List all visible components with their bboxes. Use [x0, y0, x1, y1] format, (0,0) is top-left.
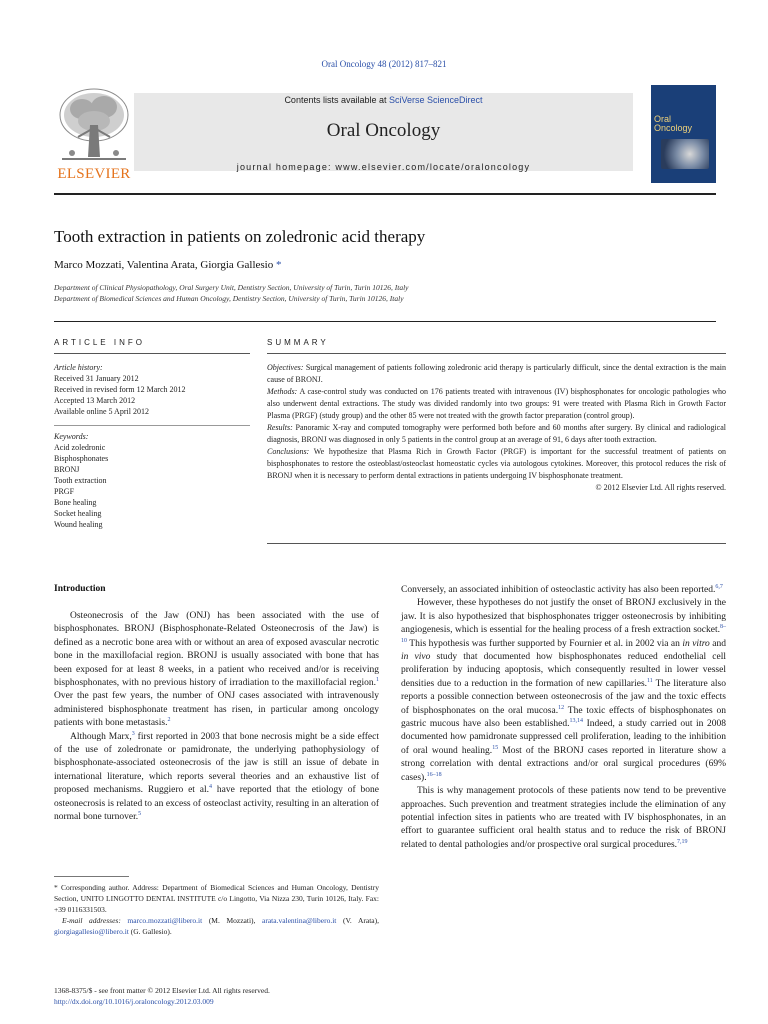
citation-link[interactable]: 12: [558, 704, 565, 711]
history-item: Received in revised form 12 March 2012: [54, 385, 186, 394]
history-label: Article history:: [54, 363, 103, 372]
summary-bottom-rule: [267, 543, 726, 544]
affiliation-1: Department of Clinical Physiopathology, Oral Surgery Unit, Dentistry Section, University of Turin, Turin 10126, Italy: [54, 283, 409, 292]
introduction-heading: Introduction: [54, 584, 106, 594]
header-rule: [54, 321, 716, 322]
publisher-name: ELSEVIER: [57, 166, 131, 182]
intro-paragraph: Osteonecrosis of the Jaw (ONJ) has been associated with the use of bisphosphonates. BRONJ (Bisphosphonate-Related Osteonecrosis of the Jaw) is defined as a necrotic bone area with or without an area of exposed avascular necrotic bone in the maxillofacial region. BRONJ is usually associated with bone that has been exposed for at least 8 weeks, in a patient who received and/or is receiving bisphosphonates, with no previous history of irradiation to the maxillofacial region.$^1$ Over the past few years, the number of ONJ cases associated with intravenously administered bisphosphonate treatment has risen, in particular among oncology patients with bone metastasis.$^2$: [54, 611, 379, 729]
sciencedirect-link[interactable]: SciVerse ScienceDirect: [389, 95, 483, 105]
citation-link[interactable]: 16–18: [426, 771, 442, 778]
keywords-label: Keywords:: [54, 432, 89, 441]
conclusions-paragraph: Conclusions: We hypothesize that Plasma Rich in Growth Factor (PRGF) is important for the successful treatment of patients on bisphosphonates to restore the osteoblast/osteoclast homeostatic cycles via autologous cytokines. Moreover, this protocol reduces the risk of BRONJ when it is necessary to perform dental extractions in patients undergoing IV bisphosphonate treatment.: [267, 447, 726, 480]
citation-link[interactable]: 13,14: [569, 717, 584, 724]
citation-link[interactable]: 4: [209, 784, 213, 791]
masthead-rule: [54, 193, 716, 195]
article-title: Tooth extraction in patients on zoledronic acid therapy: [54, 227, 426, 246]
keyword-item: Wound healing: [54, 520, 103, 529]
history-item: Available online 5 April 2012: [54, 407, 149, 416]
journal-banner: [134, 93, 633, 171]
email-addresses: E-mail addresses: marco.mozzati@libero.it (M. Mozzati), arata.valentina@libero.it (V. Arata), giorgiagallesio@libero.it (G. Gallesio).: [54, 916, 380, 936]
abstract: [267, 362, 726, 494]
citation-link[interactable]: 1: [376, 676, 379, 683]
journal-homepage[interactable]: journal homepage: www.elsevier.com/locate/oraloncology: [236, 162, 531, 172]
history-item: Received 31 January 2012: [54, 374, 139, 383]
article-info-rule: [54, 353, 250, 354]
article-info-heading: ARTICLE INFO: [54, 338, 145, 347]
intro-paragraph: Conversely, an associated inhibition of osteoclastic activity has also been reported.$^{6,7}$: [401, 583, 723, 595]
contents-line: [134, 95, 633, 105]
intro-paragraph: This is why management protocols of these patients now tend to be preventive approaches. Such prevention and treatment strategies include the elimination of any potential infection sites in patients who are treated with IV bisphosphonates, in an effort to guarantee sufficient oral health status and to reduce the risk of BRONJ related to dental pathologies and/or prospective oral surgical procedures.$^{7,19}$: [401, 786, 726, 850]
issn-line: 1368-8375/$ - see front matter © 2012 Elsevier Ltd. All rights reserved.: [54, 986, 270, 995]
body-column-left: [54, 610, 379, 825]
email-link[interactable]: arata.valentina@libero.it: [262, 916, 337, 925]
contents-prefix: Contents lists available at: [284, 95, 389, 105]
objectives-paragraph: Objectives: Surgical management of patients following zoledronic acid therapy is particularly difficult, since the dental extraction is the main cause of BRONJ.: [267, 363, 726, 384]
citation-link[interactable]: 3: [131, 730, 135, 737]
corresponding-author-mark[interactable]: *: [275, 259, 282, 271]
masthead: [54, 85, 716, 185]
elsevier-tree-icon: [54, 85, 134, 167]
journal-reference[interactable]: Oral Oncology 48 (2012) 817–821: [321, 59, 447, 69]
keyword-item: Tooth extraction: [54, 476, 107, 485]
abstract-copyright: © 2012 Elsevier Ltd. All rights reserved.: [595, 483, 726, 492]
methods-paragraph: Methods: A case-control study was conducted on 176 patients treated with intravenous (IV) bisphosphonates for oncologic pathologies who also underwent dental extractions. The study was divided randomly into two groups: 91 were treated with Plasma Rich in Growth Factor Plasma (PRGF) (study group) and the other 85 were not treated with the growth factor preparation (control group).: [267, 387, 726, 420]
keyword-item: BRONJ: [54, 465, 80, 474]
keywords: [54, 431, 250, 530]
citation-link[interactable]: 5: [138, 810, 142, 817]
keyword-item: Bisphosphonates: [54, 454, 109, 463]
results-paragraph: Results: Panoramic X-ray and computed tomography were performed both before and 60 months after surgery. By clinical and radiological diagnosis, BRONJ was diagnosed in only 5 patients in the control group at an average of 91, 6 days after tooth extraction.: [267, 423, 726, 444]
history-item: Accepted 13 March 2012: [54, 396, 136, 405]
keywords-rule: [54, 425, 250, 426]
journal-cover-thumbnail[interactable]: [651, 85, 716, 183]
intro-paragraph: However, these hypotheses do not justify the onset of BRONJ exclusively in the jaw. It is also hypothesized that bisphosphonates trigger osteonecrosis by inhibiting angiogenesis, which is essential for the healing process of a fresh extraction socket.$^{8-10}$ This hypothesis was further supported by Fournier et al. in 2002 via an in vitro and in vivo study that documented how bisphosphonates reduced endothelial cell proliferation by inducing apoptosis, which consequently resulted in lower vessel densities due to a reduction in the formation of new capillaries.$^{11}$ The literature also reports a possible connection between osteonecrosis of the jaw and the toxic effects of bisphosphonates on the oral mucosa.$^{12}$ The toxic effects of bisphosphonates on gastric mucous have also been established.$^{13,14}$ Indeed, a study carried out in 2008 documented how pamidronate suppressed cell proliferation, leading to the inhibition of oral wound healing.$^{15}$ Most of the BRONJ cases reported in literature show a strong correlation with dental extractions and/or oral surgical procedures (69% cases).$^{16-18}$: [401, 598, 727, 783]
citation-link[interactable]: 11: [647, 677, 653, 684]
article-history: [54, 362, 250, 417]
elsevier-logo: [54, 85, 134, 185]
keyword-item: Socket healing: [54, 509, 102, 518]
cover-title: Oral Oncology: [654, 114, 693, 133]
citation-link[interactable]: 15: [492, 744, 499, 751]
intro-paragraph: Although Marx,$^3$ first reported in 2003 that bone necrosis might be a side effect of the use of zoledronate or pamidronate, the underlying pathophysiology of bisphosphonate-associated osteonecrosis of the jaw is still an issue of debate in international literature, which reports several theories and an exhaustive list of proposed mechanisms. Ruggiero et al.$^4$ have reported that the etiology of bone osteonecrosis is related to an excess of osteoclast activity, resulting in an alteration of normal bone turnover.$^5$: [54, 730, 380, 823]
footnote-rule: [54, 876, 129, 877]
summary-rule: [267, 353, 726, 354]
citation-link[interactable]: 7,19: [677, 838, 688, 845]
summary-heading: SUMMARY: [267, 338, 329, 347]
corresponding-address: * Corresponding author. Address: Department of Biomedical Sciences and Human Oncology, Dentistry Section, UNITO LINGOTTO DENTAL INSTITUTE c/o Lingotto, Via Nizza 230, Turin 10126, Italy. Fax: +39 0116331503.: [54, 883, 379, 914]
affiliation-2: Department of Biomedical Sciences and Human Oncology, Dentistry Section, University of Turin, Turin 10126, Italy: [54, 294, 404, 303]
corresponding-footnote: [54, 882, 379, 937]
citation-link[interactable]: 2: [167, 717, 171, 724]
article-authors: Marco Mozzati, Valentina Arata, Giorgia Gallesio *: [54, 259, 282, 271]
doi-link[interactable]: http://dx.doi.org/10.1016/j.oraloncology.2012.03.009: [54, 997, 214, 1006]
email-link[interactable]: giorgiagallesio@libero.it: [54, 927, 129, 936]
body-column-right: [401, 584, 726, 852]
cover-image: [661, 139, 709, 169]
page-footer: [54, 985, 384, 1007]
journal-title: Oral Oncology: [326, 120, 441, 141]
email-link[interactable]: marco.mozzati@libero.it: [127, 916, 203, 925]
keyword-item: Acid zoledronic: [54, 443, 106, 452]
citation-link[interactable]: 6,7: [715, 583, 723, 590]
citation-link[interactable]: 8–10: [401, 624, 726, 644]
keyword-item: Bone healing: [54, 498, 97, 507]
keyword-item: PRGF: [54, 487, 75, 496]
